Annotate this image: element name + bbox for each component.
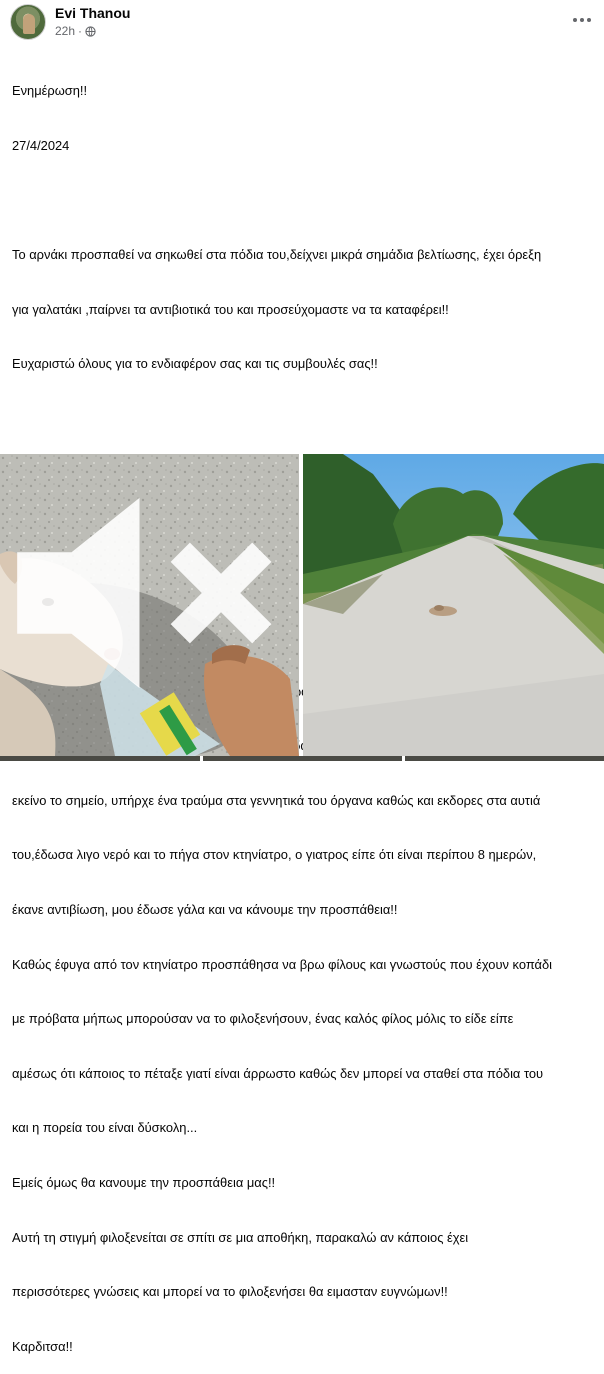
avatar[interactable] — [10, 4, 46, 40]
more-photos-strip[interactable] — [0, 756, 604, 761]
meta-separator: · — [78, 24, 83, 38]
post-header — [10, 4, 596, 40]
text-line: με πρόβατα μήπως μπορούσαν να το φιλοξενήσουν, ένας καλός φίλος μόλις το είδε είπε — [12, 1011, 514, 1027]
text-line: αμέσως ότι κάποιος το πέταξε γιατί είναι άρρωστο καθώς δεν μπορεί να σταθεί στα πόδια του — [12, 1065, 544, 1081]
more-icon[interactable] — [570, 10, 594, 30]
mute-icon[interactable] — [0, 442, 289, 744]
text-line: Ενημέρωση!! — [12, 83, 88, 99]
photo-lamb-drinking[interactable] — [0, 454, 299, 756]
text-line: έκανε αντιβίωση, μου έδωσε γάλα και να κάνουμε την προσπάθεια!! — [12, 901, 398, 917]
text-line: Αυτή τη στιγμή φιλοξενείται σε σπίτι σε μια αποθήκη, παρακαλώ αν κάποιος έχει — [12, 1229, 469, 1245]
text-line: για γαλατάκι ,παίρνει τα αντιβιοτικά του και προσεύχομαστε να τα καταφέρει!! — [12, 301, 449, 317]
post-meta — [55, 24, 96, 38]
text-line: Το αρνάκι προσπαθεί να σηκωθεί στα πόδια του,δείχνει μικρά σημάδια βελτίωσης, έχει όρεξη — [12, 247, 542, 263]
text-line: Καρδιτσα!! — [12, 1338, 73, 1354]
photo-lamb-on-road[interactable] — [303, 454, 604, 756]
author-name[interactable]: Evi Thanou — [55, 5, 131, 21]
globe-icon — [85, 26, 96, 37]
text-line: και η πορεία του είναι δύσκολη... — [12, 1120, 198, 1136]
text-line: 27/4/2024 — [12, 138, 70, 154]
post-time[interactable]: 22h — [55, 24, 76, 38]
text-line: Εμείς όμως θα κανουμε την προσπάθεια μας!! — [12, 1174, 276, 1190]
text-line: του,έδωσα λιγο νερό και το πήγα στον κτηνίατρο, ο γιατρος είπε ότι είναι περίπου 8 ημερών, — [12, 847, 537, 863]
text-line: εκείνο το σημείο, υπήρχε ένα τραύμα στα γεννητικά του όργανα καθώς και εκδορες στα αυτιά — [12, 792, 541, 808]
text-line: Ευχαριστώ όλους για το ενδιαφέρον σας και τις συμβουλές σας!! — [12, 356, 378, 372]
text-line: περισσότερες γνώσεις και μπορεί να το φιλοξενήσει θα ειμασταν ευγνώμων!! — [12, 1284, 448, 1300]
road-image — [303, 454, 604, 756]
text-line: Καθώς έφυγα από τον κτηνίατρο προσπάθησα να βρω φίλους και γνωστούς που έχουν κοπάδι — [12, 956, 553, 972]
